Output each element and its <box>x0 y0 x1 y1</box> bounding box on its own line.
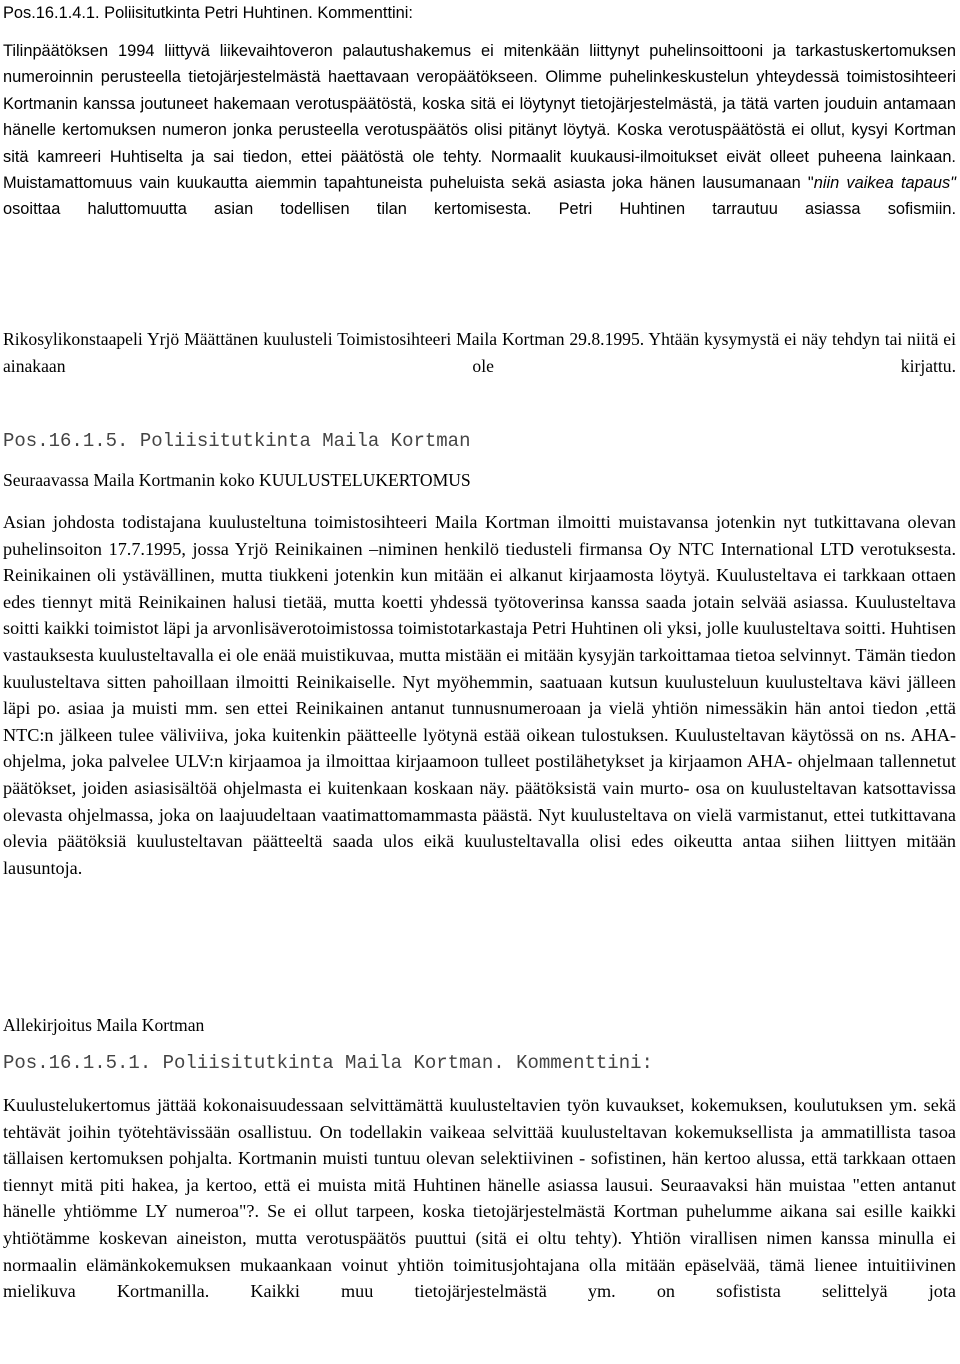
para-4-text: Kuulustelukertomus jättää kokonaisuudessaan selvittämättä kuulusteltavien työn kuvaukset, kokemuksen, koulutuksen ym. sekä tehtävät joihin työtehtävissään osallistuu. On todellakin vaikeaa selvittää kuulusteltavan kokemuksellista ja ammatillista tasoa tällaisen kertomuksen pohjalta. Kortmanin muisti tuntuu olevan selektiivinen - sofistinen, hän kertoo alussa, että tarkkaan ottaen tiennyt mitä piti hakea, ja kertoo, että ei muista mitä Huhtinen hänelle asiassa lausui. Seuraavaksi hän muistaa "etten antanut hänelle yhtiömme LY numeroa"?. Se ei ollut tarpeen, koska tietojärjestelmästä Kortman puhelumme aikana sai esille kaikki yhtiötämme koskevan aineiston, mutta verotuspäätös puuttui (sitä ei oltu tehty). Yhtiön virallisen nimen kanssa minulla ei normaalin elämänkokemuksen mukaankaan voinut yhtiön toimitusjohtajana olla mitään epäselvää, tämä lienee intuitiivinen mielikuva Kortmanilla. Kaikki muu tietojärjestelmästä ym. on sofistista selittelyä jota <box>3 1095 956 1302</box>
heading-pos-16-1-5-1 <box>3 1050 956 1076</box>
para-1-part-4: osoittaa haluttomuutta asian todellisen tilan kertomisesta. Petri Huhtinen tarrautuu asiassa sofismiin. <box>3 200 956 219</box>
para-2-text: Rikosylikonstaapeli Yrjö Määttänen kuulusteli Toimistosihteeri Maila Kortman 29.8.1995. Yhtään kysymystä ei näy tehdyn tai niitä ei ainakaan ole kirjattu. <box>3 329 956 376</box>
heading-pos-16-1-4-1 <box>3 0 956 26</box>
paragraph-interrogation-note <box>3 326 956 406</box>
para-1-part-3: Koska verotuspäätöstä ei ollut, kysyi Kortman sitä kamreeri Huhtiselta ja sai tiedon, ettei päätöstä ole tehty. Normaalit kuukausi-ilmoitukset eivät olleet puheena lainkaan. Muistamattomuus vain kuukautta aiemmin tapahtuneista puheluista sekä asiasta joka hänen lausumanaan " <box>3 121 956 193</box>
subheading-text: Seuraavassa Maila Kortmanin koko KUULUSTELUKERTOMUS <box>3 470 471 490</box>
subheading-interrogation-report <box>3 467 956 494</box>
paragraph-huhtinen-comment <box>3 38 956 249</box>
para-1-quote: niin vaikea tapaus" <box>813 174 956 193</box>
paragraph-kortman-comment <box>3 1092 956 1331</box>
para-1-part-1: Tilinpäätöksen 1994 liittyvä liikevaihtoveron palautushakemus ei mitenkään liittynyt puhelinsoittooni ja tarkastuskertomuksen numeroinnin perusteella tietojärjestelmästä haettavaan veropäätökseen. <box>3 42 956 87</box>
signature-line <box>3 1012 956 1039</box>
heading-text: Pos.16.1.4.1. Poliisitutkinta Petri Huhtinen. Kommenttini: <box>3 4 413 22</box>
heading-text: Pos.16.1.5.1. Poliisitutkinta Maila Kortman. Kommenttini: <box>3 1052 653 1074</box>
heading-pos-16-1-5 <box>3 428 956 454</box>
paragraph-kortman-statement <box>3 509 956 908</box>
para-1-part-2: Olimme puhelinkeskustelun yhteydessä toimistosihteeri Kortmanin kanssa joutuneet hakemaan verotuspäätöstä, koska sitä ei löytynyt tietojärjestelmästä, ja tätä varten jouduin antamaan hänelle kertomuksen numeron jonka perusteella verotuspäätös olisi pitänyt löytyä. <box>3 68 956 140</box>
para-3-text: Asian johdosta todistajana kuulusteltuna toimistosihteeri Maila Kortman ilmoitti muistavansa jotenkin nyt tutkittavana olevan puhelinsoiton 17.7.1995, jossa Yrjö Reinikainen –niminen henkilö tiedusteli firmansa Oy NTC International LTD verotuksesta. Reinikainen oli ystävällinen, mutta tiukkeni jotenkin kun mitään ei alkanut kirjaamosta löytyä. Kuulusteltava ei tarkkaan ottaen edes tiennyt mitä Reinikainen halusi tietää, mutta koetti yhdessä työtoverinsa kanssa saada jotain selvää asiassa. Kuulusteltava soitti kaikki toimistot läpi ja arvonlisäverotoimistossa toimistotarkastaja Petri Huhtinen oli yksi, jolle kuulusteltava soitti. Huhtisen vastauksesta kuulusteltavalla ei ole enää muistikuvaa, mutta mistään ei mitään kysyjän tarkoittamaa tietoa selvinnyt. Tämän tiedon kuulusteltava sitten pahoillaan ilmoitti Reinikaiselle. Nyt myöhemmin, saatuaan kutsun kuulusteluun kuulusteltava kävi jälleen läpi po. asiaa ja muisti mm. sen ettei Reinikainen antanut tunnusnumeroaan ja vielä yhtiön nimessäkin hän antoi tiedon ,että NTC:n jälkeen tulee väliviiva, joka kuitenkin päätteelle lyötynä estää oikean tulostuksen. Kuulusteltavan käytössä on ns. AHA-ohjelma, joka palvelee ULV:n kirjaamoa ja ilmoittaa kirjaamoon tulleet postilähetykset ja kirjaamon AHA- ohjelmaan tallennetut päätökset, joiden asiasisältöä ohjelmasta ei kuitenkaan koskaan näy. päätöksistä vain murto- osa on kuulusteltavan katsottavissa olevasta ohjelmassa, joka on laajuudeltaan vaatimattomammasta päästä. Nyt kuulusteltava on vielä varmistanut, ettei tutkittavana olevia päätöksiä kuulusteltavan päätteeltä saada ulos eikä kuulusteltavalla olisi edes oikeutta antaa siihen liittyen mitään lausuntoja. <box>3 512 956 878</box>
heading-text: Pos.16.1.5. Poliisitutkinta Maila Kortman <box>3 430 471 452</box>
signature-text: Allekirjoitus Maila Kortman <box>3 1015 205 1035</box>
